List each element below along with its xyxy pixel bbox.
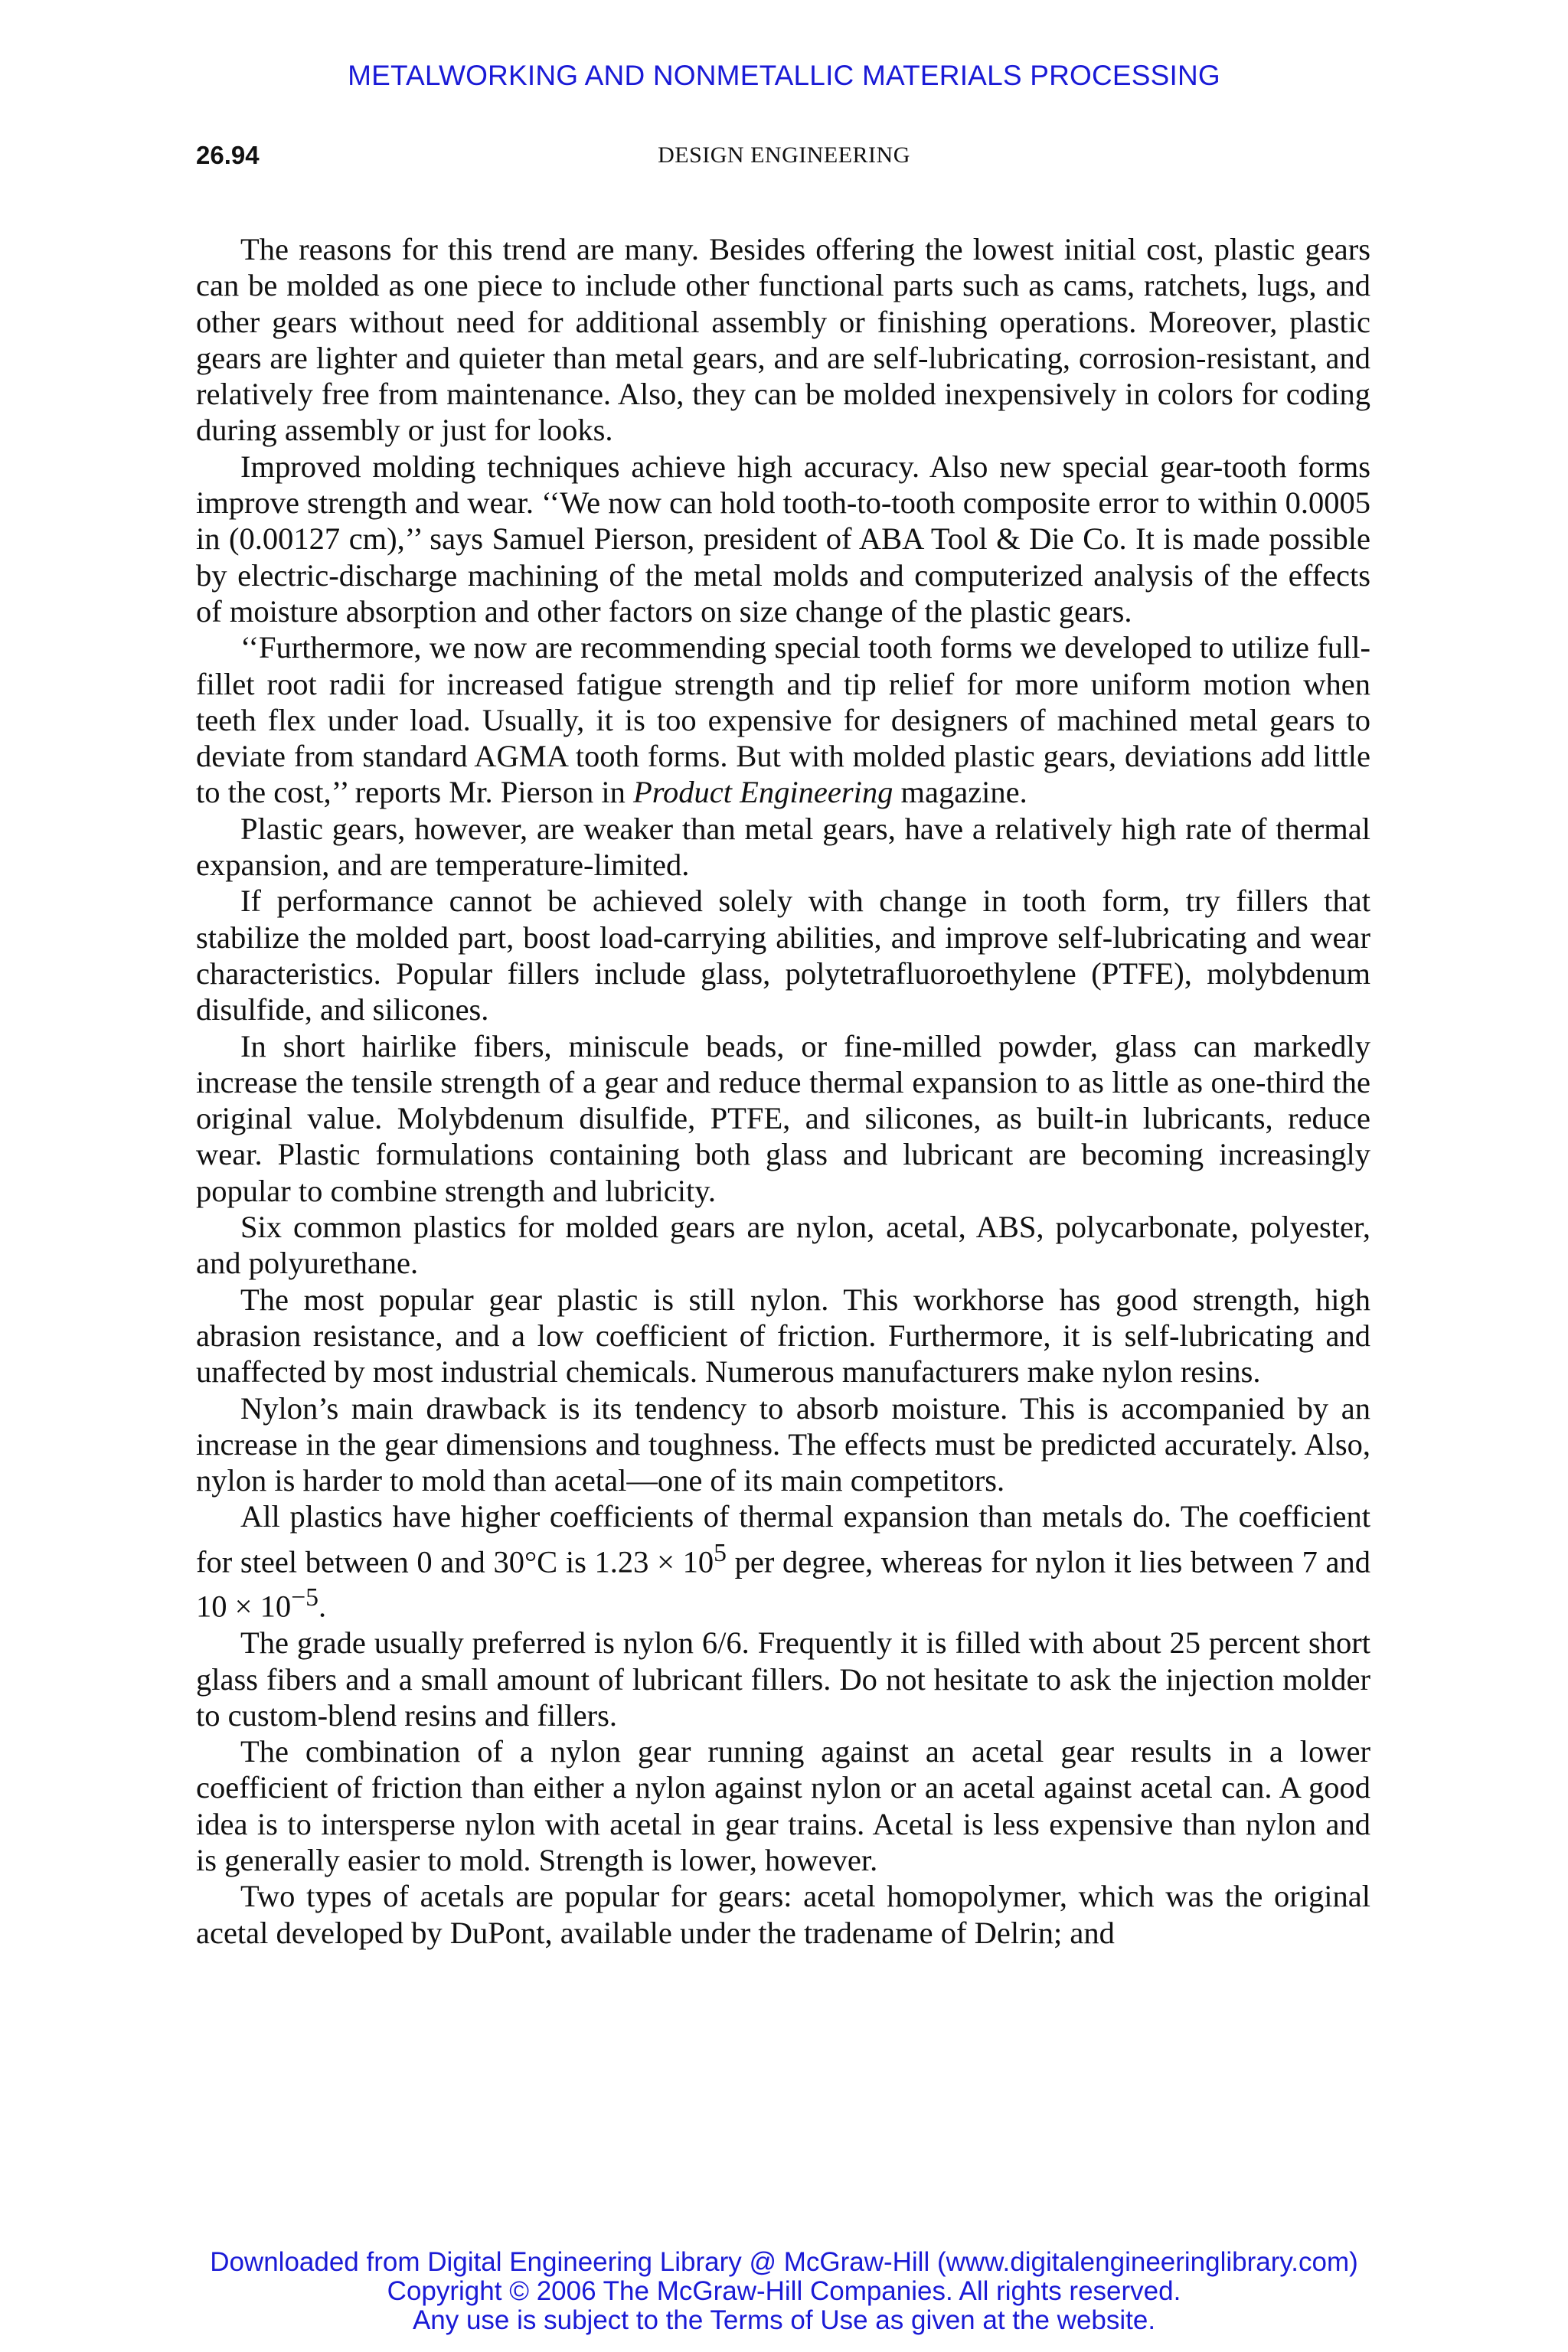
magazine-title: Product Engineering — [633, 775, 893, 810]
paragraph-text: magazine. — [893, 775, 1027, 810]
paragraph-text: All plastics have higher coefficients of thermal expansion than metals do. The coefficient for steel between 0 and 30°C is 1.23 × 10 — [196, 1499, 1370, 1579]
copyright-line: Copyright © 2006 The McGraw-Hill Companies. All rights reserved. — [387, 2276, 1181, 2306]
paragraph — [196, 1498, 1370, 1625]
paragraph: The most popular gear plastic is still nylon. This workhorse has good strength, high abrasion resistance, and a low coefficient of friction. Furthermore, it is self-lubricating and unaffected by most industrial chemicals. Numerous manufacturers make nylon resins. — [196, 1282, 1370, 1390]
paragraph: Six common plastics for molded gears are nylon, acetal, ABS, polycarbonate, polyester, and polyurethane. — [196, 1210, 1370, 1281]
body-text — [196, 231, 1370, 1951]
paragraph: Improved molding techniques achieve high accuracy. Also new special gear-tooth forms improve strength and wear. ‘‘We now can hold tooth-to-tooth composite error to within 0.0005 in (0.00127 cm),’’ says Samuel Pierson, president of ABA Tool & Die Co. It is made possible by electric-discharge machining of the metal molds and computerized analysis of the effects of moisture absorption and other factors on size change of the plastic gears. — [196, 449, 1370, 629]
running-header — [0, 141, 1568, 178]
paragraph-text: . — [318, 1589, 327, 1624]
footer-line: Downloaded from Digital Engineering Library @ McGraw-Hill (www.digitalengineeringlibrary.com) — [210, 2247, 1358, 2277]
paragraph — [196, 629, 1370, 810]
paragraph-text: per degree, whereas for nylon it lies between 7 and 10 × 10 — [196, 1544, 1370, 1624]
section-title: DESIGN ENGINEERING — [658, 142, 910, 168]
exponent: −5 — [291, 1583, 319, 1612]
paragraph: In short hairlike fibers, miniscule beads, or fine-milled powder, glass can markedly increase the tensile strength of a gear and reduce thermal expansion to as little as one-third the original value. Molybdenum disulfide, PTFE, and silicones, as built-in lubricants, reduce wear. Plastic formulations containing both glass and lubricant are becoming increasingly popular to combine strength and lubricity. — [196, 1028, 1370, 1208]
paragraph: Two types of acetals are popular for gears: acetal homopolymer, which was the original acetal developed by DuPont, available under the tradename of Delrin; and — [196, 1879, 1370, 1950]
paragraph: The combination of a nylon gear running against an acetal gear results in a lower coefficient of friction than either a nylon against nylon or an acetal against acetal can. A good idea is to intersperse nylon with acetal in gear trains. Acetal is less expensive than nylon and is generally easier to mold. Strength is lower, however. — [196, 1734, 1370, 1878]
paragraph-text: ‘‘Furthermore, we now are recommending special tooth forms we developed to utilize full-fillet root radii for increased fatigue strength and tip relief for more uniform motion when teeth flex under load. Usually, it is too expensive for designers of machined metal gears to deviate from standard AGMA tooth forms. But with molded plastic gears, deviations add little to the cost,’’ reports Mr. Pierson in — [196, 630, 1370, 810]
paragraph: The reasons for this trend are many. Besides offering the lowest initial cost, plastic gears can be molded as one piece to include other functional parts such as cams, ratchets, lugs, and other gears without need for additional assembly or finishing operations. Moreover, plastic gears are lighter and quieter than metal gears, and are self-lubricating, corrosion-resistant, and relatively free from maintenance. Also, they can be molded inexpensively in colors for coding during assembly or just for looks. — [196, 232, 1370, 448]
paragraph: The grade usually preferred is nylon 6/6. Frequently it is filled with about 25 percent short glass fibers and a small amount of lubricant fillers. Do not hesitate to ask the injection molder to custom-blend resins and fillers. — [196, 1625, 1370, 1733]
exponent: 5 — [714, 1538, 727, 1567]
paragraph: Nylon’s main drawback is its tendency to absorb moisture. This is accompanied by an increase in the gear dimensions and toughness. The effects must be predicted accurately. Also, nylon is harder to mold than acetal—one of its main competitors. — [196, 1390, 1370, 1498]
paragraph: If performance cannot be achieved solely with change in tooth form, try fillers that stabilize the molded part, boost load-carrying abilities, and improve self-lubricating and wear characteristics. Popular fillers include glass, polytetrafluoroethylene (PTFE), molybdenum disulfide, and silicones. — [196, 884, 1370, 1027]
terms-line: Any use is subject to the Terms of Use as given at the website. — [412, 2305, 1156, 2335]
book-section-banner: METALWORKING AND NONMETALLIC MATERIALS PROCESSING — [348, 60, 1220, 91]
page-number: 26.94 — [196, 141, 260, 169]
paragraph: Plastic gears, however, are weaker than metal gears, have a relatively high rate of thermal expansion, and are temperature-limited. — [196, 811, 1370, 883]
download-footer — [0, 2248, 1568, 2335]
